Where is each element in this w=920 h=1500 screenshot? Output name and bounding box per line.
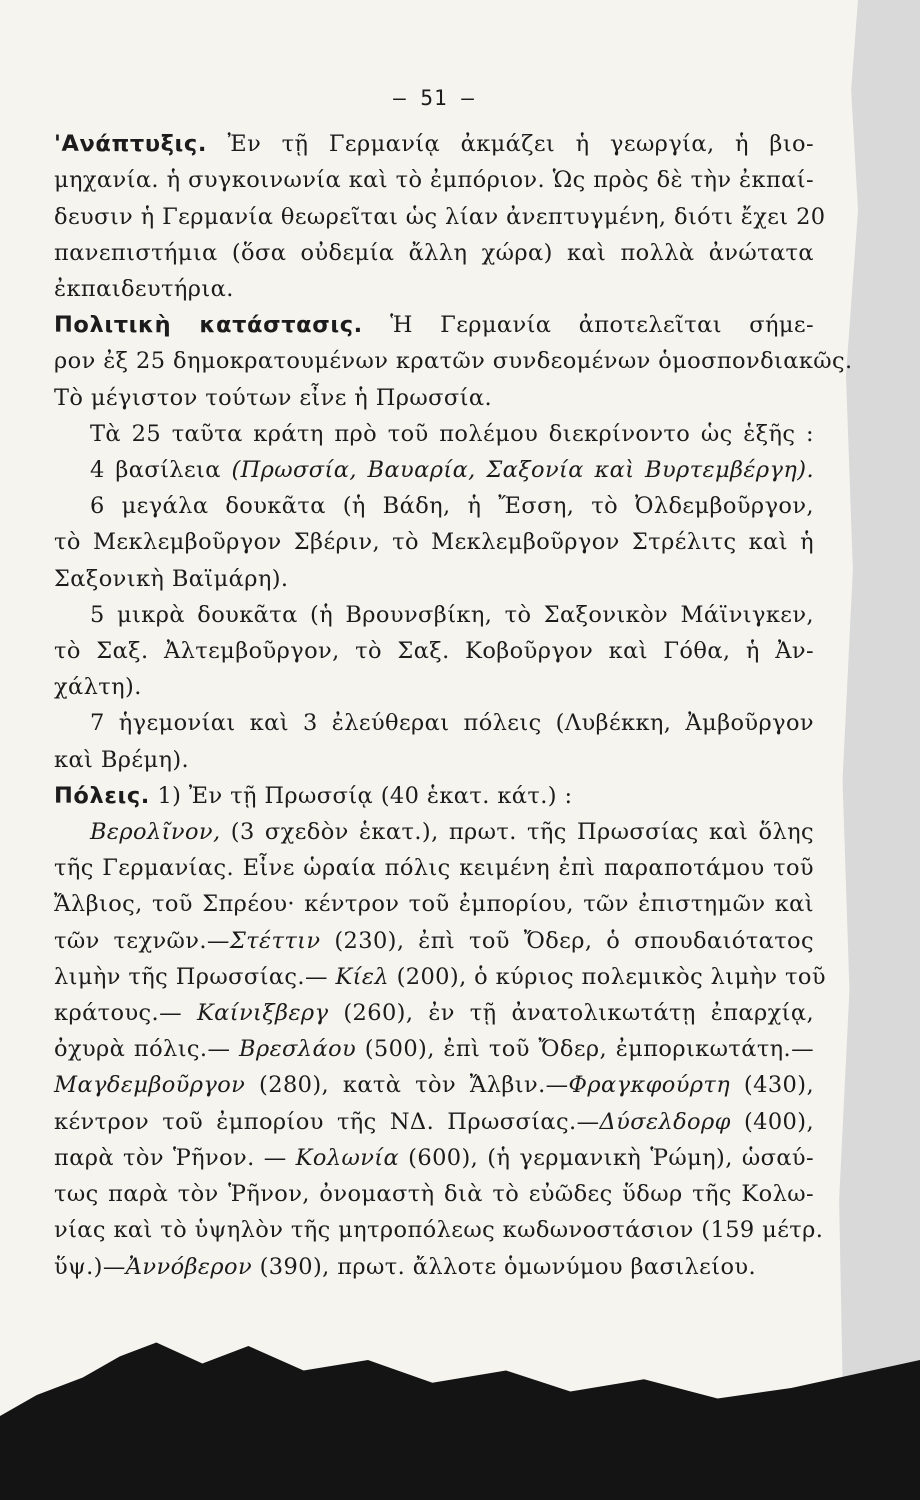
line-text: (400), bbox=[730, 1108, 814, 1135]
italic-text: Κίελ bbox=[335, 963, 390, 990]
section-heading: Πόλεις. bbox=[54, 782, 150, 809]
line-text: νίας καὶ τὸ ὑψηλὸν τῆς μητροπόλεως κωδωνοστάσιον (159 μέτρ. bbox=[54, 1217, 824, 1244]
line-text: λιμὴν τῆς Πρωσσίας.— bbox=[54, 963, 336, 990]
line-text: ρον ἐξ 25 δημοκρατουμένων κρατῶν συνδεομένων ὁμοσπονδιακῶς. bbox=[54, 348, 853, 375]
line-text: παρὰ τὸν Ῥῆνον. — bbox=[54, 1144, 296, 1171]
body-text bbox=[54, 126, 853, 1285]
line-text: 4 βασίλεια bbox=[90, 457, 232, 484]
line-text: Ἐν τῇ Γερμανίᾳ ἀκμάζει ἡ γεωργία, ἡ βιο- bbox=[206, 131, 814, 158]
text-line bbox=[54, 1176, 814, 1212]
line-text: 6 μεγάλα δουκᾶτα (ἡ Βάδη, ἡ Ἔσση, τὸ Ὀλδεμβοῦργον, bbox=[90, 493, 814, 520]
section-heading: 'Ανάπτυξις. bbox=[54, 131, 207, 158]
line-text: (500), ἐπὶ τοῦ Ὄδερ, ἐμπορικωτάτη.— bbox=[356, 1036, 815, 1063]
italic-text: Κολωνία bbox=[295, 1144, 400, 1171]
italic-text: Στέττιν bbox=[229, 927, 321, 954]
section-heading: Πολιτικὴ κατάστασις. bbox=[54, 312, 363, 339]
text-line bbox=[54, 633, 814, 669]
text-line bbox=[54, 923, 814, 959]
text-line bbox=[54, 669, 814, 705]
line-text: μηχανία. ἡ συγκοινωνία καὶ τὸ ἐμπόριον. Ὡς πρὸς δὲ τὴν ἐκπαί- bbox=[54, 167, 814, 194]
text-line bbox=[54, 778, 814, 814]
line-text: Τὰ 25 ταῦτα κράτη πρὸ τοῦ πολέμου διεκρίνοντο ὡς ἑξῆς : bbox=[90, 420, 814, 447]
text-line bbox=[54, 1140, 814, 1176]
text-line bbox=[54, 1104, 814, 1140]
text-line bbox=[54, 343, 853, 379]
italic-text: Καίνιξβεργ bbox=[196, 1000, 329, 1027]
line-text: (390), πρωτ. ἄλλοτε ὁμωνύμου βασιλείου. bbox=[252, 1253, 757, 1280]
page-number: — 51 — bbox=[393, 86, 475, 110]
line-text: (230), ἐπὶ τοῦ Ὄδερ, ὁ σπουδαιότατος bbox=[320, 927, 814, 954]
text-line bbox=[54, 995, 814, 1031]
page-content bbox=[54, 80, 853, 1285]
text-line bbox=[54, 416, 814, 452]
text-line bbox=[54, 850, 814, 886]
line-text: 5 μικρὰ δουκᾶτα (ἡ Βρουνσβίκη, τὸ Σαξονικὸν Μάϊνιγκεν, bbox=[90, 601, 814, 628]
text-line bbox=[54, 452, 814, 488]
text-line bbox=[54, 705, 814, 741]
line-text: κέντρον τοῦ ἐμπορίου τῆς ΝΔ. Πρωσσίας.— bbox=[54, 1108, 600, 1135]
italic-text: Βρεσλάου bbox=[239, 1036, 357, 1063]
line-text: τὸ Μεκλεμβοῦργον Σβέριν, τὸ Μεκλεμβοῦργον Στρέλιτς καὶ ἡ bbox=[54, 529, 814, 556]
line-text: Ἄλβιος, τοῦ Σπρέου· κέντρον τοῦ ἐμπορίου, τῶν ἐπιστημῶν καὶ bbox=[54, 891, 814, 918]
text-line bbox=[54, 561, 814, 597]
line-text: (260), ἐν τῇ ἀνατολικωτάτῃ ἐπαρχίᾳ, bbox=[328, 1000, 814, 1027]
line-text: 7 ἡγεμονίαι καὶ 3 ἐλεύθεραι πόλεις (Λυβέκκη, Ἀμβοῦργον bbox=[90, 710, 814, 737]
line-text: Τὸ μέγιστον τούτων εἶνε ἡ Πρωσσία. bbox=[54, 384, 493, 411]
text-line bbox=[54, 1031, 814, 1067]
text-line bbox=[54, 597, 814, 633]
line-text: (430), bbox=[730, 1072, 814, 1099]
text-line bbox=[54, 199, 826, 235]
line-text: ἐκπαιδευτήρια. bbox=[54, 276, 234, 303]
line-text: Σαξονικὴ Βαϊμάρη). bbox=[54, 565, 289, 592]
line-text: (3 σχεδὸν ἑκατ.), πρωτ. τῆς Πρωσσίας καὶ ὅλης bbox=[220, 819, 814, 846]
text-line bbox=[54, 886, 814, 922]
text-line bbox=[54, 488, 814, 524]
text-line bbox=[54, 524, 814, 560]
text-line bbox=[54, 959, 826, 995]
line-text: (280), κατὰ τὸν Ἄλβιν.— bbox=[245, 1072, 569, 1099]
line-text: τῆς Γερμανίας. Εἶνε ὡραία πόλις κειμένη ἐπὶ παραποτάμου τοῦ bbox=[54, 855, 814, 882]
italic-text: (Πρωσσία, Βαυαρία, Σαξονία καὶ Βυρτεμβέργη). bbox=[231, 457, 814, 484]
line-text: ὕψ.)— bbox=[54, 1253, 126, 1280]
line-text: κράτους.— bbox=[54, 1000, 197, 1027]
line-text: Ἡ Γερμανία ἀποτελεῖται σήμε- bbox=[362, 312, 814, 339]
italic-text: Ἀννόβερον bbox=[125, 1253, 253, 1280]
line-text: δευσιν ἡ Γερμανία θεωρεῖται ὡς λίαν ἀνεπτυγμένη, διότι ἔχει 20 bbox=[54, 203, 826, 230]
line-text: τῶν τεχνῶν.— bbox=[54, 927, 230, 954]
text-line bbox=[54, 742, 814, 778]
text-line bbox=[54, 271, 814, 307]
line-text: χάλτη). bbox=[54, 674, 142, 701]
line-text: πανεπιστήμια (ὅσα οὐδεμία ἄλλη χώρα) καὶ πολλὰ ἀνώτατα bbox=[54, 239, 814, 266]
text-line bbox=[54, 1249, 814, 1285]
text-line bbox=[54, 1067, 814, 1103]
line-text: καὶ Βρέμη). bbox=[54, 746, 190, 773]
italic-text: Βερολῖνον, bbox=[90, 819, 221, 846]
text-line bbox=[54, 814, 814, 850]
line-text: ὀχυρὰ πόλις.— bbox=[54, 1036, 240, 1063]
italic-text: Δύσελδορφ bbox=[599, 1108, 731, 1135]
text-line bbox=[54, 235, 814, 271]
line-text: τὸ Σαξ. Ἀλτεμβοῦργον, τὸ Σαξ. Κοβοῦργον καὶ Γόθα, ἡ Ἀν- bbox=[54, 638, 814, 665]
line-text: 1) Ἐν τῇ Πρωσσίᾳ (40 ἑκατ. κάτ.) : bbox=[149, 782, 573, 809]
text-line bbox=[54, 126, 814, 162]
text-line bbox=[54, 380, 814, 416]
text-line bbox=[54, 307, 814, 343]
line-text: τως παρὰ τὸν Ῥῆνον, ὀνομαστὴ διὰ τὸ εὐῶδες ὕδωρ τῆς Κολω- bbox=[54, 1181, 814, 1208]
line-text: (200), ὁ κύριος πολεμικὸς λιμὴν τοῦ bbox=[389, 963, 826, 990]
italic-text: Φραγκφούρτη bbox=[568, 1072, 731, 1099]
text-line bbox=[54, 162, 814, 198]
line-text: (600), (ἡ γερμανικὴ Ῥώμη), ὡσαύ- bbox=[399, 1144, 814, 1171]
italic-text: Μαγδεμβοῦργον bbox=[54, 1072, 246, 1099]
text-line bbox=[54, 1212, 824, 1248]
